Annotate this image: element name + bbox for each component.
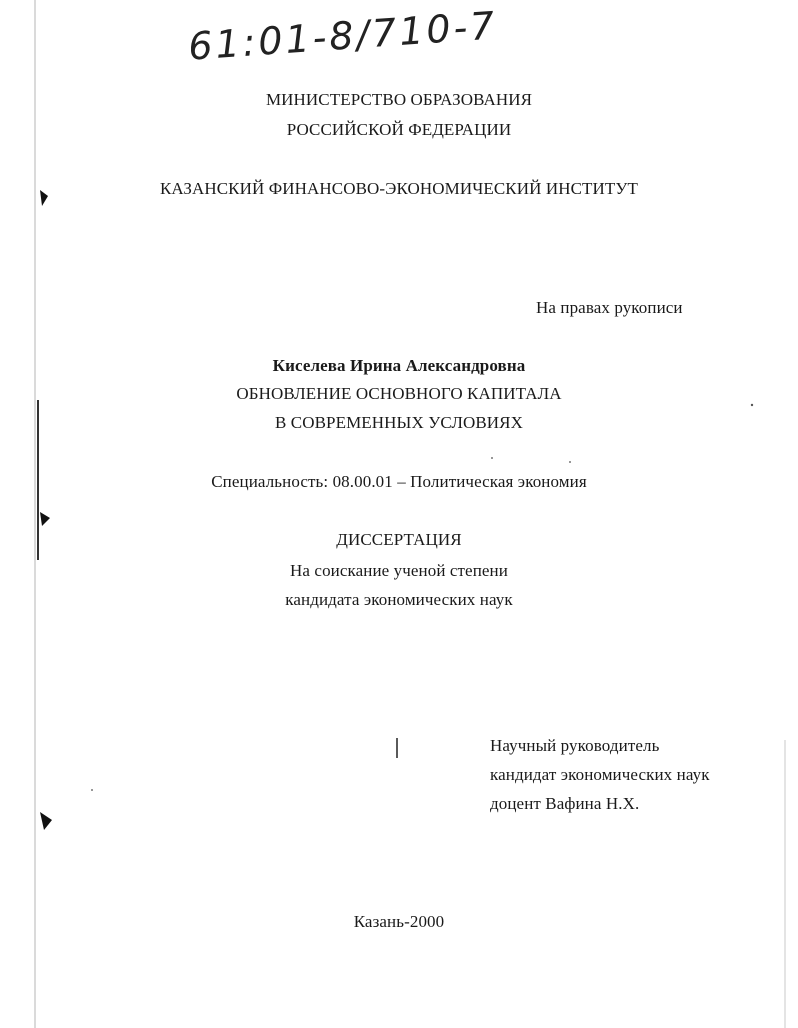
institute-name: КАЗАНСКИЙ ФИНАНСОВО-ЭКОНОМИЧЕСКИЙ ИНСТИТУТ — [159, 179, 638, 198]
dissertation-title-line-2: В СОВРЕМЕННЫХ УСЛОВИЯХ — [275, 413, 523, 432]
ministry-line-2: РОССИЙСКОЙ ФЕДЕРАЦИИ — [286, 120, 512, 139]
speck — [569, 461, 571, 463]
catalog-number-handwritten: 61:01-8/710-7 — [186, 3, 499, 69]
hole-punch-mark-bottom — [40, 812, 52, 830]
speck — [491, 457, 493, 459]
work-type: ДИССЕРТАЦИЯ — [336, 530, 462, 549]
speck — [91, 789, 93, 791]
supervisor-name: доцент Вафина Н.Х. — [490, 794, 640, 813]
hole-punch-mark-middle — [40, 512, 50, 526]
degree-purpose-line-1: На соискание ученой степени — [290, 561, 508, 580]
dissertation-title-line-1: ОБНОВЛЕНИЕ ОСНОВНОГО КАПИТАЛА — [236, 384, 562, 403]
speck — [751, 404, 753, 406]
degree-purpose-line-2: кандидата экономических наук — [285, 590, 513, 609]
ministry-line-1: МИНИСТЕРСТВО ОБРАЗОВАНИЯ — [265, 90, 533, 109]
specialty: Специальность: 08.00.01 – Политическая экономия — [211, 472, 587, 491]
place-year: Казань-2000 — [353, 912, 445, 931]
rights-note: На правах рукописи — [536, 298, 683, 317]
supervisor-degree: кандидат экономических наук — [490, 765, 710, 784]
author-name: Киселева Ирина Александровна — [272, 356, 526, 375]
supervisor-role: Научный руководитель — [490, 736, 660, 755]
